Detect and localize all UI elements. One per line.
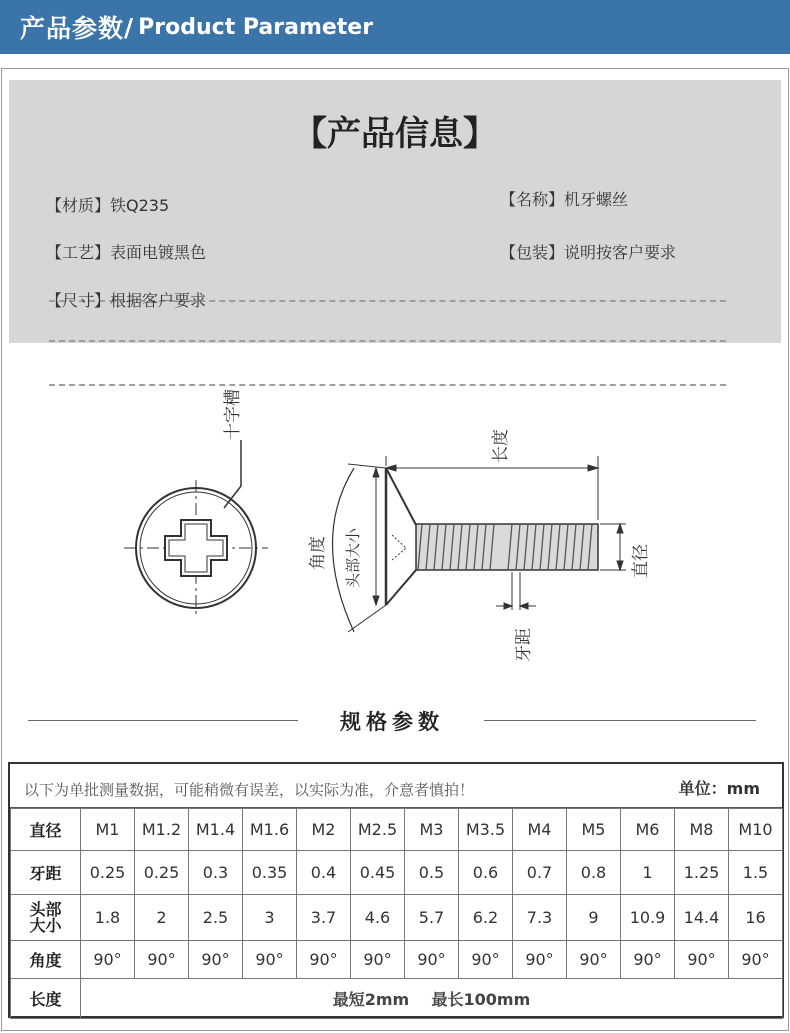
cross-slot-shape xyxy=(165,520,227,576)
row-header-head-size: 头部 大小 xyxy=(11,895,81,941)
cell-angle-8: 90° xyxy=(513,941,567,979)
cell-angle-2: 90° xyxy=(189,941,243,979)
cell-diameter-7: M3.5 xyxy=(459,809,513,851)
cell-pitch-5: 0.45 xyxy=(351,851,405,895)
cell-diameter-3: M1.6 xyxy=(243,809,297,851)
cell-diameter-12: M10 xyxy=(729,809,783,851)
cell-pitch-1: 0.25 xyxy=(135,851,189,895)
table-row-head-size xyxy=(11,895,783,941)
cell-pitch-4: 0.4 xyxy=(297,851,351,895)
cell-angle-7: 90° xyxy=(459,941,513,979)
header-title-separator: / xyxy=(124,12,135,42)
cell-pitch-3: 0.35 xyxy=(243,851,297,895)
cell-head-size-10: 10.9 xyxy=(621,895,675,941)
cell-diameter-9: M5 xyxy=(567,809,621,851)
cell-head-size-7: 6.2 xyxy=(459,895,513,941)
cell-head-size-4: 3.7 xyxy=(297,895,351,941)
cell-diameter-5: M2.5 xyxy=(351,809,405,851)
label-head-size: 头部大小 xyxy=(344,527,362,588)
info-process: 【工艺】表面电镀黑色 xyxy=(46,243,207,262)
row-header-diameter: 直径 xyxy=(11,809,81,851)
row-header-length: 长度 xyxy=(11,979,81,1019)
cell-pitch-9: 0.8 xyxy=(567,851,621,895)
cell-angle-10: 90° xyxy=(621,941,675,979)
cell-head-size-9: 9 xyxy=(567,895,621,941)
product-info-title: 【产品信息】 xyxy=(293,114,497,154)
spec-section-header xyxy=(28,702,756,738)
cell-head-size-12: 16 xyxy=(729,895,783,941)
spec-grid xyxy=(10,808,783,1019)
cell-angle-5: 90° xyxy=(351,941,405,979)
info-packaging: 【包装】说明按客户要求 xyxy=(500,243,677,262)
screw-diagram xyxy=(86,360,706,690)
header-bar xyxy=(0,0,790,54)
cell-angle-4: 90° xyxy=(297,941,351,979)
cell-head-size-0: 1.8 xyxy=(81,895,135,941)
cell-head-size-6: 5.7 xyxy=(405,895,459,941)
cell-diameter-4: M2 xyxy=(297,809,351,851)
cell-diameter-6: M3 xyxy=(405,809,459,851)
cell-angle-11: 90° xyxy=(675,941,729,979)
cell-angle-9: 90° xyxy=(567,941,621,979)
info-name: 【名称】机牙螺丝 xyxy=(500,190,629,209)
table-unit: 单位：mm xyxy=(678,779,760,798)
cell-pitch-2: 0.3 xyxy=(189,851,243,895)
spec-section-title: 规格参数 xyxy=(340,710,444,734)
cell-head-size-5: 4.6 xyxy=(351,895,405,941)
head-top-view xyxy=(124,440,268,618)
cell-head-size-3: 3 xyxy=(243,895,297,941)
cell-pitch-0: 0.25 xyxy=(81,851,135,895)
cell-angle-3: 90° xyxy=(243,941,297,979)
spec-header-line-right xyxy=(484,720,756,721)
table-row-length xyxy=(11,979,783,1019)
cell-pitch-10: 1 xyxy=(621,851,675,895)
table-row-pitch xyxy=(11,851,783,895)
info-material: 【材质】铁Q235 xyxy=(46,196,170,215)
cell-head-size-2: 2.5 xyxy=(189,895,243,941)
cell-pitch-12: 1.5 xyxy=(729,851,783,895)
cell-head-size-11: 14.4 xyxy=(675,895,729,941)
table-row-angle xyxy=(11,941,783,979)
label-angle: 角度 xyxy=(308,536,328,570)
cell-diameter-8: M4 xyxy=(513,809,567,851)
table-note: 以下为单批测量数据，可能稍微有误差，以实际为准，介意者慎拍！ xyxy=(24,781,475,799)
table-row-diameter xyxy=(11,809,783,851)
cell-angle-6: 90° xyxy=(405,941,459,979)
header-title-en: Product Parameter xyxy=(138,14,374,40)
cell-pitch-11: 1.25 xyxy=(675,851,729,895)
info-size: 【尺寸】根据客户要求 xyxy=(46,291,207,310)
row-header-angle: 角度 xyxy=(11,941,81,979)
cell-angle-0: 90° xyxy=(81,941,135,979)
label-diameter: 直径 xyxy=(631,544,651,578)
row-header-pitch: 牙距 xyxy=(11,851,81,895)
cell-head-size-8: 7.3 xyxy=(513,895,567,941)
cell-pitch-8: 0.7 xyxy=(513,851,567,895)
screw-side-view xyxy=(333,456,627,632)
label-pitch: 牙距 xyxy=(514,628,534,662)
label-cross-slot: 十字槽 xyxy=(223,389,243,440)
cell-diameter-0: M1 xyxy=(81,809,135,851)
header-title-cn: 产品参数 xyxy=(20,14,125,43)
cell-diameter-1: M1.2 xyxy=(135,809,189,851)
cell-diameter-11: M8 xyxy=(675,809,729,851)
label-length: 长度 xyxy=(491,429,511,463)
spec-table xyxy=(8,762,784,1018)
cell-head-size-1: 2 xyxy=(135,895,189,941)
cell-diameter-2: M1.4 xyxy=(189,809,243,851)
cell-diameter-10: M6 xyxy=(621,809,675,851)
cell-pitch-6: 0.5 xyxy=(405,851,459,895)
cell-angle-12: 90° xyxy=(729,941,783,979)
table-note-row xyxy=(10,764,782,808)
length-range-value: 最短2mm 最长100mm xyxy=(81,979,783,1019)
cell-angle-1: 90° xyxy=(135,941,189,979)
cell-pitch-7: 0.6 xyxy=(459,851,513,895)
